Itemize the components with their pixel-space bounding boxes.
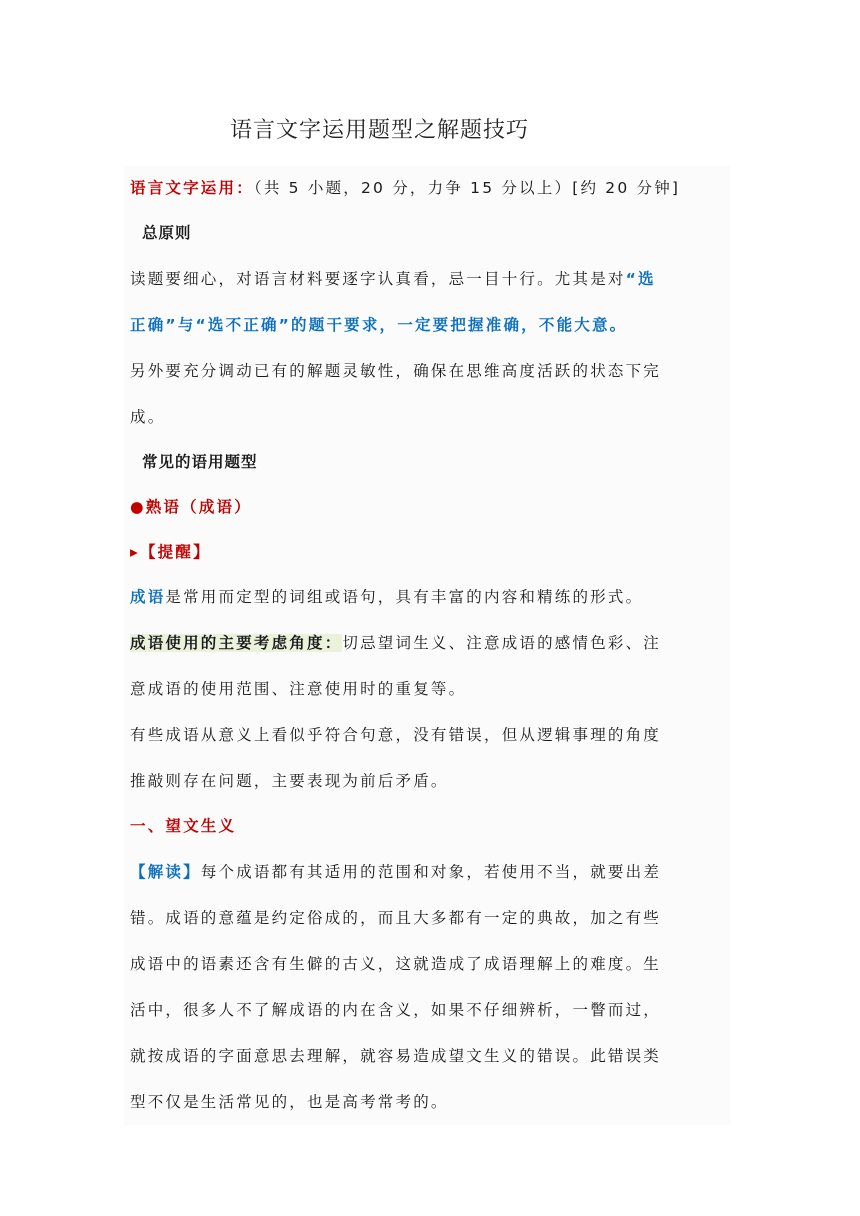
principle-text: 读题要细心，对语言材料要逐字认真看，忌一目十行。尤其是对 (130, 270, 626, 288)
interpretation-line-5: 就按成语的字面意思去理解，就容易造成望文生义的错误。此错误类 (130, 1047, 662, 1065)
principle-emphasis: 正确”与“选不正确”的题干要求，一定要把握准确，不能大意。 (130, 316, 628, 334)
interpretation-label: 【解读】 (130, 863, 201, 881)
principle-paragraph-2-line-1: 另外要充分调动已有的解题灵敏性，确保在思维高度活跃的状态下完 (130, 362, 662, 380)
interpretation-line-2: 错。成语的意蕴是约定俗成的，而且大多都有一定的典故，加之有些 (130, 909, 662, 927)
idiom-term: 成语 (130, 588, 166, 606)
principle-heading: 总原则 (142, 224, 192, 242)
principle-emphasis-start: “选 (625, 270, 656, 288)
document-title: 语言文字运用题型之解题技巧 (230, 118, 530, 143)
idiom-definition: 是常用而定型的词组或语句，具有丰富的内容和精练的形式。 (165, 588, 644, 606)
interpretation-line-6: 型不仅是生活常见的，也是高考常考的。 (130, 1093, 449, 1111)
angle-text: 切忌望词生义、注意成语的感情色彩、注 (342, 634, 662, 652)
reminder-label: 【提醒】 (139, 543, 211, 561)
angle-line-2: 意成语的使用范围、注意使用时的重复等。 (130, 680, 467, 698)
interpretation-line-3: 成语中的语素还含有生僻的古义，这就造成了成语理解上的难度。生 (130, 955, 662, 973)
logic-line-1: 有些成语从意义上看似乎符合句意，没有错误，但从逻辑事理的角度 (130, 726, 662, 744)
principle-paragraph-line-2 (130, 302, 724, 348)
angle-line-1 (130, 620, 724, 666)
section-1-heading: 一、望文生义 (130, 817, 237, 835)
triangle-marker-icon: ▸ (130, 543, 140, 561)
intro-line (130, 166, 724, 211)
interpretation-text: 每个成语都有其适用的范围和对象，若使用不当，就要出差 (200, 863, 662, 881)
reminder-line (130, 530, 724, 575)
document-body (124, 166, 730, 1125)
angle-label: 成语使用的主要考虑角度： (130, 634, 343, 652)
intro-label: 语言文字运用： (130, 179, 254, 197)
principle-paragraph-2-line-2: 成。 (130, 408, 166, 426)
intro-detail: （共 5 小题，20 分，力争 15 分以上）[约 20 分钟] (253, 179, 681, 197)
idiom-heading: ●熟语（成语） (130, 498, 252, 516)
principle-paragraph-line-1 (130, 256, 724, 302)
idiom-definition-line (130, 575, 724, 620)
common-types-heading: 常见的语用题型 (142, 453, 258, 471)
interpretation-line-1 (130, 849, 724, 895)
interpretation-line-4: 活中，很多人不了解成语的内在含义，如果不仔细辨析，一瞥而过， (130, 1001, 662, 1019)
logic-line-2: 推敲则存在问题，主要表现为前后矛盾。 (130, 772, 449, 790)
